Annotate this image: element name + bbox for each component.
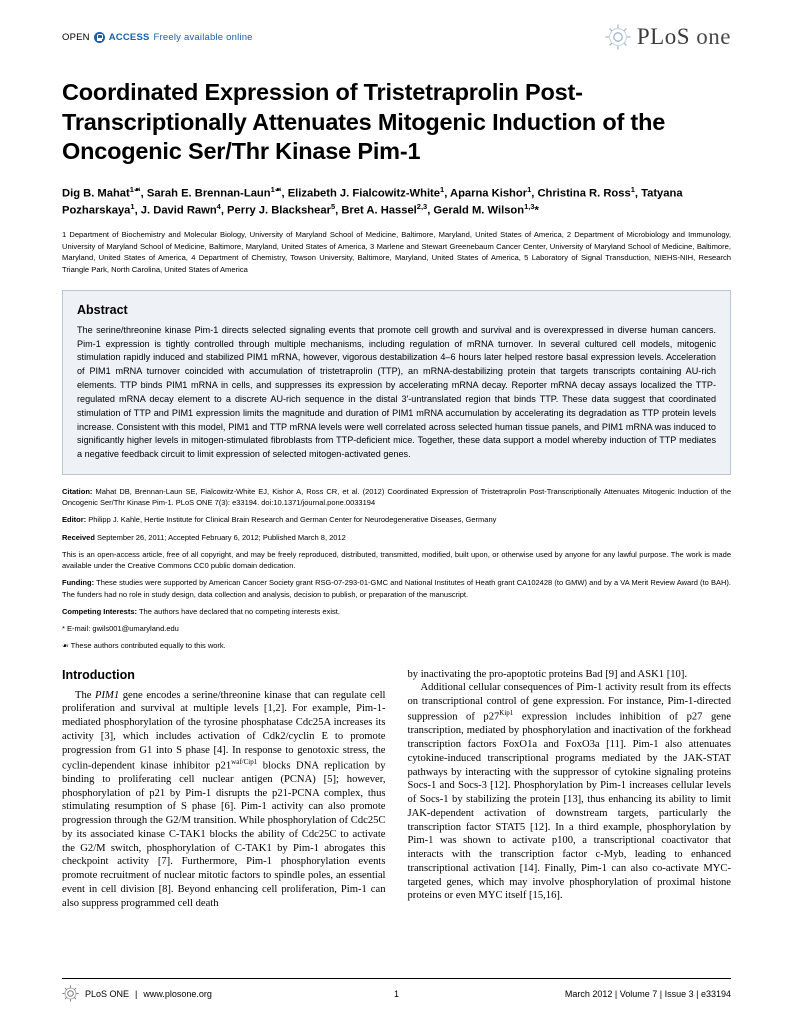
intro-column-1-text (62, 689, 386, 911)
dates-text: September 26, 2011; Accepted February 6, 2012; Published March 8, 2012 (94, 532, 346, 542)
abstract-heading: Abstract (77, 302, 128, 317)
copyright-line: This is an open-access article, free of all copyright, and may be freely reproduced, distributed, transmitted, modified, built upon, or otherwise used by anyone for any lawful purpose. The work is made available under the Creative Commons CC0 public domain dedication. (62, 549, 731, 571)
open-access-open-label: OPEN (62, 32, 90, 43)
equal-contribution-text: These authors contributed equally to this work. (70, 641, 226, 651)
author-list: Dig B. Mahat$^{1☙}$, Sarah E. Brennan-Laun$^{1☙}$, Elizabeth J. Fialcowitz-White$^1$, Aparna Kishor$^1$, Christina R. Ross$^1$, Tatyana Pozharskaya$^1$, J. David Rawn$^4$, Perry J. Blackshear$^5$, Bret A. Hassel$^{2,3}$, Gerald M. Wilson$^{1,3}$* (62, 184, 683, 217)
abstract-text: The serine/threonine kinase Pim-1 directs selected signaling events that promote cell growth and survival and is overexpressed in diverse human cancers. Pim-1 expression is tightly controlled through multiple mechanisms, including regulation of mRNA turnover. In several cultured cell models, mitogenic stimulation rapidly induced and stabilized PIM1 mRNA, however, vigorous destabilization 4–6 hours later helped restore basal expression levels. Acceleration of PIM1 mRNA turnover coincided with accumulation of tristetraprolin (TTP), an mRNA-destabilizing protein that targets transcripts containing AU-rich elements. TTP binds PIM1 mRNA in cells, and suppresses its expression by accelerating mRNA decay. Reporter mRNA decay assays localized the TTP-regulated mRNA decay element to a discrete AU-rich sequence in the distal 3′-untranslated region that binds TTP. These data suggest that coordinated stimulation of TTP and PIM1 expression limits the magnitude and duration of PIM1 mRNA accumulation by accelerating its degradation as TTP protein levels increase. Consistent with this model, PIM1 and TTP mRNA levels were well correlated across selected human tissue panels, and PIM1 mRNA was induced to significantly higher levels in mitogen-stimulated fibroblasts from TTP-deficient mice. Together, these data support a model whereby induction of TTP mediates a negative feedback circuit to limit expression of selected mitogen-activated genes. (77, 324, 716, 460)
plos-wordmark: PLoS (636, 24, 691, 49)
affiliations: 1 Department of Biochemistry and Molecular Biology, University of Maryland School of Medicine, Baltimore, Maryland, United States of America, 2 Department of Microbiology and Immunology, University of Maryland School of Medicine, Baltimore, Maryland, United States of America, 3 Marlene and Stewart Greenebaum Cancer Center, University of Maryland School of Medicine, Baltimore, Maryland, United States of America, 4 Department of Chemistry, Towson University, Baltimore, Maryland, United States of America, 5 Laboratory of Signal Transduction, NIEHS-NIH, Research Triangle Park, North Carolina, United States of America (62, 229, 731, 275)
intro-column-2-text (408, 668, 732, 904)
citation-text: Mahat DB, Brennan-Laun SE, Fialcowitz-White EJ, Kishor A, Ross CR, et al. (2012) Coordinated Expression of Tristetraprolin Post-Transcriptionally Attenuates Mitogenic Induction of the Oncogenic Ser/Thr Kinase Pim-1. PLoS ONE 7(3): e33194. doi:10.1371/journal.pone.0033194 (62, 486, 731, 508)
footer-issue-line: March 2012 | Volume 7 | Issue 3 | e33194 (564, 988, 732, 999)
body-column-right (408, 668, 732, 911)
competing-interests-line (62, 606, 731, 617)
body-columns (62, 668, 731, 911)
editor-text: Philipp J. Kahle, Hertie Institute for Clinical Brain Research and German Center for Neurodegenerative Diseases, Germany (86, 515, 497, 525)
funding-line (62, 577, 731, 600)
open-access-access-label: ACCESS (108, 32, 150, 43)
footer-website[interactable]: www.plosone.org (143, 988, 212, 999)
page-footer (62, 978, 731, 1002)
paragraph: by inactivating the pro-apoptotic proteins Bad [9] and ASK1 [10]. (407, 668, 687, 680)
plos-logo-text (637, 24, 731, 50)
page-header (62, 24, 731, 62)
open-access-lock-icon (94, 32, 105, 43)
citation-line (62, 486, 731, 509)
open-access-free-label: Freely available online (153, 32, 253, 43)
editor-label: Editor: (62, 515, 87, 525)
funding-text: These studies were supported by American Cancer Society grant RSG-07-293-01-GMC and National Institutes of Heath grant CA102428 (to GMW) and by a VA Merit Review Award (to BAH). The funders had no role in study design, data collection and analysis, decision to publish, or preparation of the manuscript. (62, 578, 731, 599)
equal-contribution-note: ☙ These authors contributed equally to this work. (62, 641, 226, 651)
citation-label: Citation: (62, 486, 93, 496)
page-title: Coordinated Expression of Tristetraprolin Post-Transcriptionally Attenuates Mitogenic Induction of the Oncogenic Ser/Thr Kinase Pim-1 (62, 79, 666, 165)
plos-one-logo (605, 24, 731, 50)
paragraph: Additional cellular consequences of Pim-1 activity result from its effects on transcriptional control of gene expression. For instance, Pim-1-directed suppression of $p27^{Kip1}$ expression includes inhibition of p27 gene transcription, mediated by phosphorylation and inactivation of the forkhead transcription factors FoxO1a and FoxO3a [11]. Pim-1 also attenuates cytokine-induced transcriptional programs mediated by the JAK-STAT pathways by interacting with the suppressor of cytokine signaling proteins Socs-1 and Socs-3 [12]. Phosphorylation by Pim-1 increases cellular levels of Socs-1 by stabilizing the protein [13], thus enhancing its ability to limit JAK-dependent activation of downstream targets, particularly the transcription factor STAT5 [12]. In a third example, phosphorylation by Pim-1 was shown to activate p100, a transcriptional coactivator that interacts with the transcription factor c-Myb, leading to enhanced transcriptional activation [14]. Finally, Pim-1 can also co-activate MYC-targeted genes, which may involve phosphorylation of proximal histone proteins or even MYC itself [15,16]. (407, 682, 731, 902)
plos-logo-mark-icon (605, 24, 631, 50)
email-line[interactable] (62, 623, 731, 634)
article-metadata (62, 486, 731, 652)
footer-left (62, 985, 394, 1002)
funding-label: Funding: (62, 578, 95, 588)
footer-separator: | (135, 988, 138, 999)
plos-logo-mark-icon (62, 985, 79, 1002)
email-label: * E-mail: (62, 624, 91, 634)
abstract-box (62, 290, 731, 475)
paragraph: The PIM1 gene encodes a serine/threonine kinase that can regulate cell proliferation and survival at multiple levels [1,2]. For example, Pim-1-mediated phosphorylation of the tyrosine phosphatase Cdc25A increases its activity [3], which includes activation of Cdk2/cyclin E to promote progression from G1 into S phase [4]. In response to genotoxic stress, the cyclin-dependent kinase inhibitor $p21^{waf/Cip1}$ blocks DNA replication by binding to proliferating cell nuclear antigen (PCNA) [5]; however, phosphorylation of p21 by Pim-1 disrupts the p21-PCNA complex, thus stimulating resumption of S phase [6]. Pim-1 activity can also promote progression through the G2/M transition. While phosphorylation of Cdc25C by its associated kinase C-TAK1 blocks the ability of Cdc25C to activate the G2/M switch, phosphorylation of C-TAK1 by Pim-1 abrogates this checkpoint activity [7]. Furthermore, Pim-1 phosphorylation events promote recruitment of nuclear mitotic factors to spindle poles, an essential event in cell division [8]. Beyond enhancing cell proliferation, Pim-1 can also suppress programmed cell death (62, 689, 386, 909)
open-access-banner (62, 32, 253, 43)
email-address[interactable]: gwils001@umaryland.edu (90, 624, 179, 634)
editor-line (62, 514, 731, 525)
competing-label: Competing Interests: (62, 606, 138, 616)
one-wordmark: one (696, 24, 731, 49)
footer-journal-name: PLoS ONE (85, 988, 130, 999)
section-heading-introduction: Introduction (62, 667, 135, 682)
dates-label: Received (62, 532, 95, 542)
footer-page-number: 1 (394, 988, 400, 999)
dates-line (62, 532, 731, 543)
competing-text: The authors have declared that no competing interests exist. (137, 606, 340, 616)
body-column-left (62, 668, 386, 911)
